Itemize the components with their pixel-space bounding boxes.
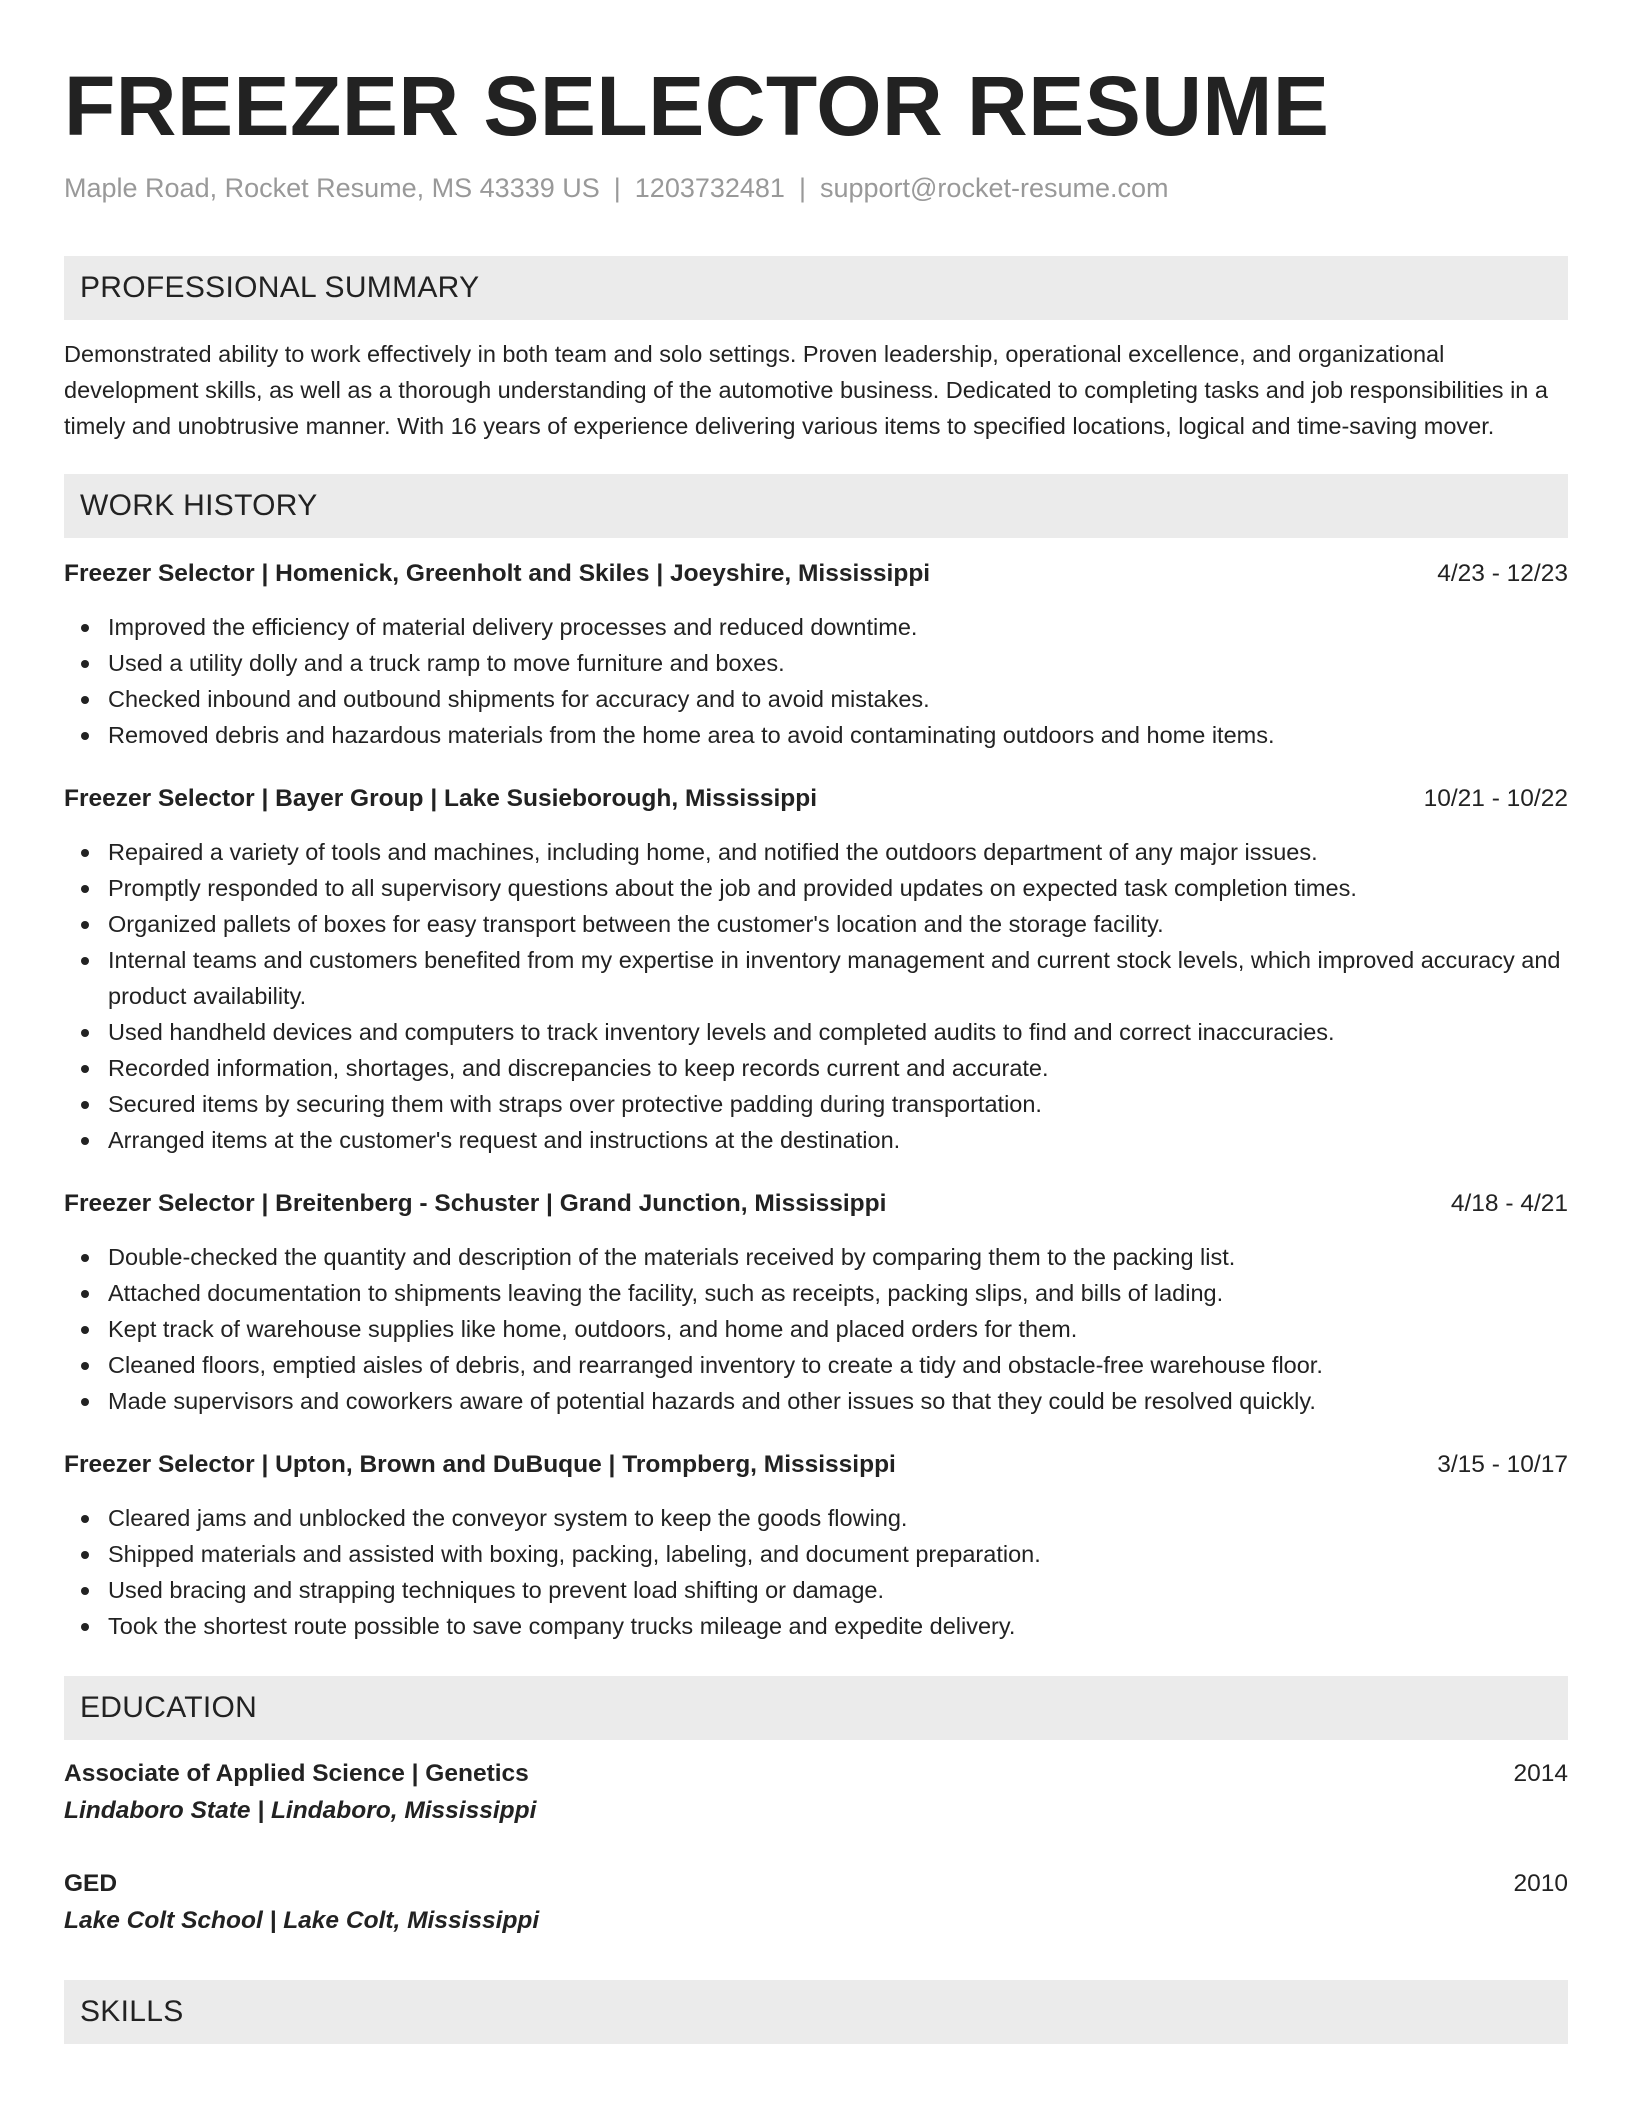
job-heading-row: [64, 556, 1568, 592]
education-degree: GED: [64, 1870, 118, 1897]
section-header-education: EDUCATION: [64, 1676, 1568, 1740]
education-school: Lake Colt School | Lake Colt, Mississippi: [64, 1907, 540, 1934]
section-header-skills: SKILLS: [64, 1980, 1568, 2044]
job-bullet: Shipped materials and assisted with boxing, packing, labeling, and document preparation.: [64, 1536, 1568, 1572]
job-bullet: Organized pallets of boxes for easy transport between the customer's location and the storage facility.: [64, 906, 1568, 942]
contact-separator: |: [798, 173, 806, 203]
job-bullet: Kept track of warehouse supplies like home, outdoors, and home and placed orders for them.: [64, 1311, 1568, 1347]
contact-separator: |: [613, 173, 621, 203]
education-year: 2014: [1513, 1760, 1568, 1787]
job-bullet: Double-checked the quantity and description of the materials received by comparing them to the packing list.: [64, 1239, 1568, 1275]
job-bullet: Made supervisors and coworkers aware of potential hazards and other issues so that they could be resolved quickly.: [64, 1383, 1568, 1419]
job-dates: 4/23 - 12/23: [1437, 560, 1568, 587]
contact-address: Maple Road, Rocket Resume, MS 43339 US: [64, 173, 600, 203]
job-bullet: Promptly responded to all supervisory questions about the job and provided updates on expected task completion times.: [64, 870, 1568, 906]
job-title: Freezer Selector | Homenick, Greenholt and Skiles | Joeyshire, Mississippi: [64, 560, 931, 587]
job-heading-row: [64, 1447, 1568, 1483]
job-dates: 4/18 - 4/21: [1450, 1190, 1568, 1217]
job-entry: [64, 556, 1568, 753]
job-bullet: Secured items by securing them with straps over protective padding during transportation.: [64, 1086, 1568, 1122]
job-entry: [64, 1447, 1568, 1644]
job-heading-row: [64, 1186, 1568, 1222]
job-bullets: [64, 834, 1568, 1158]
job-bullets: [64, 1239, 1568, 1419]
job-bullets: [64, 1500, 1568, 1644]
resume-title: FREEZER SELECTOR RESUME: [64, 59, 1330, 153]
job-bullets: [64, 609, 1568, 753]
job-entry: [64, 781, 1568, 1158]
job-bullet: Cleared jams and unblocked the conveyor system to keep the goods flowing.: [64, 1500, 1568, 1536]
education-entry: [64, 1756, 1568, 1830]
section-header-work-history: WORK HISTORY: [64, 474, 1568, 538]
job-bullet: Checked inbound and outbound shipments for accuracy and to avoid mistakes.: [64, 681, 1568, 717]
education-degree: Associate of Applied Science | Genetics: [64, 1760, 529, 1787]
job-bullet: Internal teams and customers benefited from my expertise in inventory management and current stock levels, which improved accuracy and product availability.: [64, 942, 1568, 1014]
job-bullet: Recorded information, shortages, and discrepancies to keep records current and accurate.: [64, 1050, 1568, 1086]
education-heading-row: [64, 1866, 1568, 1902]
job-bullet: Removed debris and hazardous materials from the home area to avoid contaminating outdoors and home items.: [64, 717, 1568, 753]
job-bullet: Used a utility dolly and a truck ramp to move furniture and boxes.: [64, 645, 1568, 681]
job-bullet: Arranged items at the customer's request and instructions at the destination.: [64, 1122, 1568, 1158]
job-bullet: Used bracing and strapping techniques to prevent load shifting or damage.: [64, 1572, 1568, 1608]
job-bullet: Repaired a variety of tools and machines, including home, and notified the outdoors department of any major issues.: [64, 834, 1568, 870]
education-heading-row: [64, 1756, 1568, 1792]
job-title: Freezer Selector | Upton, Brown and DuBuque | Trompberg, Mississippi: [64, 1451, 896, 1478]
section-header-summary: PROFESSIONAL SUMMARY: [64, 256, 1568, 320]
contact-phone: 1203732481: [634, 173, 785, 203]
job-dates: 3/15 - 10/17: [1437, 1451, 1568, 1478]
summary-text: Demonstrated ability to work effectively in both team and solo settings. Proven leadership, operational excellence, and organizational development skills, as well as a thorough understanding of the automotive business. Dedicated to completing tasks and job responsibilities in a timely and unobtrusive manner. With 16 years of experience delivering various items to specified locations, logical and time-saving mover.: [64, 341, 1548, 439]
job-bullet: Took the shortest route possible to save company trucks mileage and expedite delivery.: [64, 1608, 1568, 1644]
job-bullet: Cleaned floors, emptied aisles of debris, and rearranged inventory to create a tidy and obstacle-free warehouse floor.: [64, 1347, 1568, 1383]
contact-email: support@rocket-resume.com: [819, 173, 1169, 203]
job-bullet: Improved the efficiency of material delivery processes and reduced downtime.: [64, 609, 1568, 645]
education-year: 2010: [1513, 1870, 1568, 1897]
job-entry: [64, 1186, 1568, 1419]
job-bullet: Attached documentation to shipments leaving the facility, such as receipts, packing slips, and bills of lading.: [64, 1275, 1568, 1311]
job-title: Freezer Selector | Bayer Group | Lake Susieborough, Mississippi: [64, 785, 818, 812]
job-heading-row: [64, 781, 1568, 817]
contact-line: [64, 170, 1568, 206]
job-dates: 10/21 - 10/22: [1423, 785, 1568, 812]
job-title: Freezer Selector | Breitenberg - Schuster | Grand Junction, Mississippi: [64, 1190, 887, 1217]
education-school: Lindaboro State | Lindaboro, Mississippi: [64, 1797, 537, 1824]
job-bullet: Used handheld devices and computers to track inventory levels and completed audits to find and correct inaccuracies.: [64, 1014, 1568, 1050]
education-entry: [64, 1866, 1568, 1940]
